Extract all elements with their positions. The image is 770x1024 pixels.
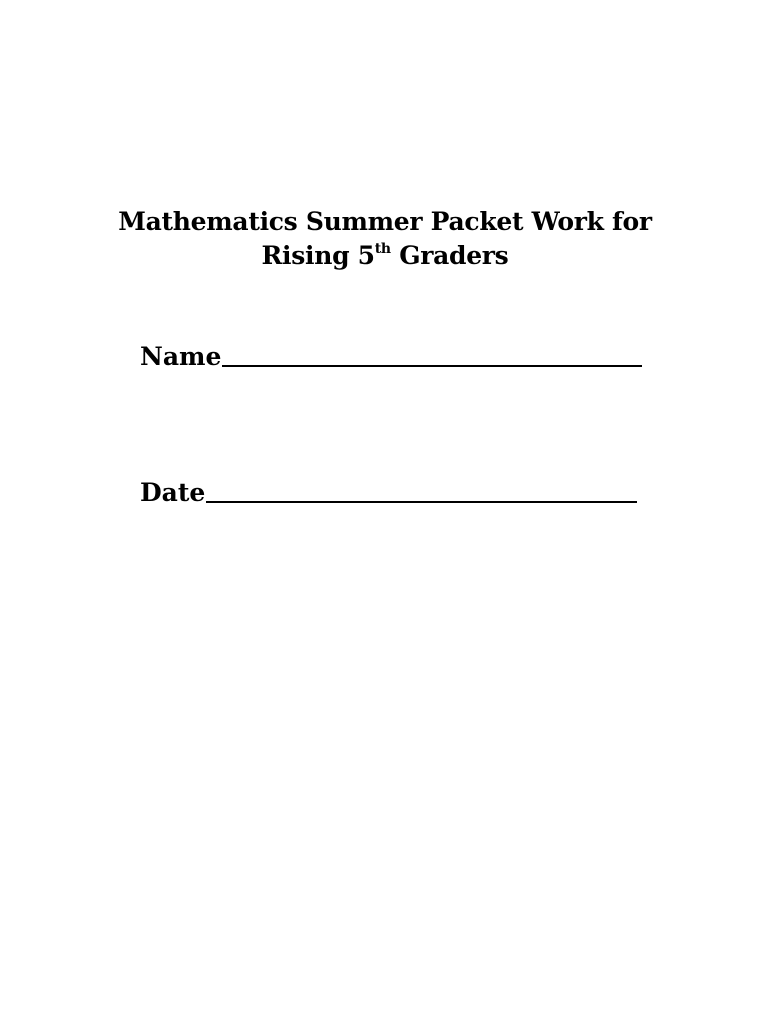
title-prefix: Rising 5	[261, 241, 375, 270]
date-blank-line[interactable]	[206, 501, 637, 503]
date-field	[140, 476, 637, 510]
title-suffix: Graders	[390, 241, 509, 270]
name-field	[140, 340, 642, 374]
title-line-1: Mathematics Summer Packet Work for	[118, 207, 652, 236]
title-superscript: th	[374, 240, 391, 257]
title-line-2	[0, 239, 770, 273]
name-label: Name	[140, 342, 222, 371]
date-label: Date	[140, 478, 206, 507]
name-blank-line[interactable]	[222, 365, 642, 367]
